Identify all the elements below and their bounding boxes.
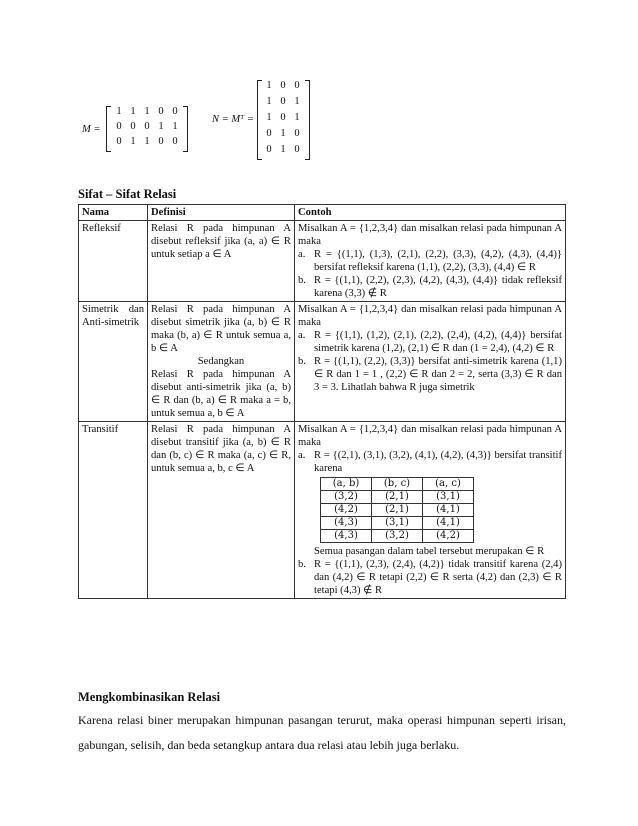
contoh-text-after: Semua pasangan dalam tabel tersebut merupakan ∈ R (314, 546, 545, 557)
matrix-n (212, 80, 312, 162)
inner-row (321, 530, 474, 543)
contoh-item-b: b. R = {(1,1), (2,3), (2,4), (4,2)} tidak transitif karena (2,4) dan (4,2) ∈ R tetapi (2,2) ∈ R serta (4,2) dan (2,3) ∈ R tetapi (4,3) ∉ R (298, 559, 562, 596)
row-nama: Transitif (79, 422, 148, 599)
matrix-m-label: M = (82, 124, 101, 135)
contoh-text: R = {(1,1), (2,3), (2,4), (4,2)} tidak transitif karena (2,4) dan (4,2) ∈ R tetapi (2,2) ∈ R serta (4,2) dan (2,3) ∈ R tetapi (4,3) ∉ R (314, 559, 562, 596)
inner-cell: (3,2) (321, 491, 372, 504)
table-header-row (79, 205, 566, 221)
relation-properties-table (78, 204, 566, 599)
matrix-n-row: 1 0 1 (266, 112, 300, 123)
inner-cell: (4,1) (423, 504, 474, 517)
definisi-anti-simetrik: Relasi R pada himpunan A disebut anti-simetrik jika (a, b) ∈ R dan (b, a) ∈ R maka a = b, untuk semua a, b ∈ A (151, 369, 291, 419)
inner-cell: (4,2) (423, 530, 474, 543)
inner-row (321, 504, 474, 517)
inner-cell: (3,1) (423, 491, 474, 504)
row-contoh (295, 221, 566, 302)
matrix-m (82, 106, 192, 156)
contoh-item-b: b. R = {(1,1), (2,2), (3,3)} bersifat anti-simetrik karena (1,1) ∈ R dan 1 = 1 , (2,2) ∈ R dan 2 = 2, serta (3,3) ∈ R dan 3 = 3. Lihatlah bahwa R juga simetrik (298, 356, 562, 393)
inner-cell: (4,1) (423, 517, 474, 530)
contoh-text: R = {(1,1), (2,2), (3,3)} bersifat anti-simetrik karena (1,1) ∈ R dan 1 = 1 , (2,2) ∈ R dan 2 = 2, serta (3,3) ∈ R dan 3 = 3. Lihatlah bahwa R juga simetrik (314, 356, 562, 393)
inner-header-row (321, 478, 474, 491)
combine-paragraph: Karena relasi biner merupakan himpunan pasangan terurut, maka operasi himpunan seperti irisan, gabungan, selisih, dan beda setangkup antara dua relasi atau lebih juga berlaku. (78, 713, 566, 752)
contoh-intro: Misalkan A = {1,2,3,4} dan misalkan relasi pada himpunan A maka (298, 304, 562, 328)
row-nama: Simetrik dan Anti-simetrik (79, 302, 148, 422)
inner-header: (a, b) (321, 478, 372, 491)
contoh-text: R = {(1,1), (1,3), (2,1), (2,2), (3,3), (4,2), (4,3), (4,4)} bersifat refleksif karena (1,1), (2,2), (3,3), (4,4) ∈ R (314, 249, 562, 273)
contoh-item-a: a. R = {(2,1), (3,1), (3,2), (4,1), (4,2), (4,3)} bersifat transitif karena (a, b) (b, c) (a, c) (3,2) (2,1) (3,1) (4,2) (2,1) (4,1) (4,3) (3,1) (4,1) (4,3) (3,2) (4,2) Semua pasangan dalam tabel tersebut merupakan ∈ R (298, 450, 562, 557)
definisi-sedangkan: Sedangkan (197, 356, 245, 367)
combine-title: Mengkombinasikan Relasi (78, 690, 221, 704)
inner-cell: (3,2) (372, 530, 423, 543)
row-definisi: Relasi R pada himpunan A disebut refleksif jika (a, a) ∈ R untuk setiap a ∈ A (148, 221, 295, 302)
matrix-m-row: 0 0 0 1 1 (116, 121, 178, 132)
table-row (79, 302, 566, 422)
row-nama: Refleksif (79, 221, 148, 302)
contoh-item-a: a. R = {(1,1), (1,3), (2,1), (2,2), (3,3), (4,2), (4,3), (4,4)} bersifat refleksif karena (1,1), (2,2), (3,3), (4,4) ∈ R (298, 249, 562, 273)
row-contoh (295, 422, 566, 599)
inner-row (321, 517, 474, 530)
matrix-m-row: 0 1 1 0 0 (116, 136, 178, 147)
matrix-n-row: 0 1 0 (266, 144, 300, 155)
contoh-intro: Misalkan A = {1,2,3,4} dan misalkan relasi pada himpunan A maka (298, 223, 562, 247)
matrix-n-row: 1 0 1 (266, 96, 300, 107)
row-definisi (148, 302, 295, 422)
matrix-m-right-bracket (183, 106, 188, 152)
contoh-item-b: b. R = {(1,1), (2,2), (2,3), (4,2), (4,3), (4,4)} tidak refleksif karena (3,3) ∉ R (298, 275, 562, 299)
inner-cell: (2,1) (372, 504, 423, 517)
matrix-n-row: 0 1 0 (266, 128, 300, 139)
contoh-intro: Misalkan A = {1,2,3,4} dan misalkan relasi pada himpunan A maka (298, 424, 562, 448)
inner-cell: (4,3) (321, 517, 372, 530)
contoh-text: R = {(1,1), (2,2), (2,3), (4,2), (4,3), (4,4)} tidak refleksif karena (3,3) ∉ R (314, 275, 562, 299)
inner-row (321, 491, 474, 504)
header-definisi: Definisi (148, 205, 295, 221)
inner-cell: (3,1) (372, 517, 423, 530)
header-nama: Nama (79, 205, 148, 221)
inner-cell: (4,3) (321, 530, 372, 543)
definisi-simetrik: Relasi R pada himpunan A disebut simetrik jika (a, b) ∈ R maka (b, a) ∈ R untuk semua a, b ∈ A (151, 304, 291, 354)
matrix-m-row: 1 1 1 0 0 (116, 106, 178, 117)
inner-header: (b, c) (372, 478, 423, 491)
row-definisi: Relasi R pada himpunan A disebut transitif jika (a, b) ∈ R dan (b, c) ∈ R maka (a, c) ∈ R, untuk semua a, b, c ∈ A (148, 422, 295, 599)
inner-header: (a, c) (423, 478, 474, 491)
contoh-text: R = {(1,1), (1,2), (2,1), (2,2), (2,4), (4,2), (4,4)} bersifat simetrik karena (1,2), (2,1) ∈ R dan (1 = 2,4), (4,2) ∈ R (314, 330, 562, 354)
contoh-item-a: a. R = {(1,1), (1,2), (2,1), (2,2), (2,4), (4,2), (4,4)} bersifat simetrik karena (1,2), (2,1) ∈ R dan (1 = 2,4), (4,2) ∈ R (298, 330, 562, 354)
matrix-n-label: N = Mᵀ = (212, 114, 254, 125)
inner-cell: (2,1) (372, 491, 423, 504)
section-title: Sifat – Sifat Relasi (78, 187, 177, 201)
matrix-n-row: 1 0 0 (266, 80, 300, 91)
row-contoh (295, 302, 566, 422)
matrix-m-left-bracket (106, 106, 111, 152)
transitive-pairs-table (320, 477, 474, 543)
table-row (79, 221, 566, 302)
table-row (79, 422, 566, 599)
matrix-n-right-bracket (305, 80, 310, 160)
contoh-text: R = {(2,1), (3,1), (3,2), (4,1), (4,2), (4,3)} bersifat transitif karena (314, 450, 562, 474)
header-contoh: Contoh (295, 205, 566, 221)
inner-cell: (4,2) (321, 504, 372, 517)
